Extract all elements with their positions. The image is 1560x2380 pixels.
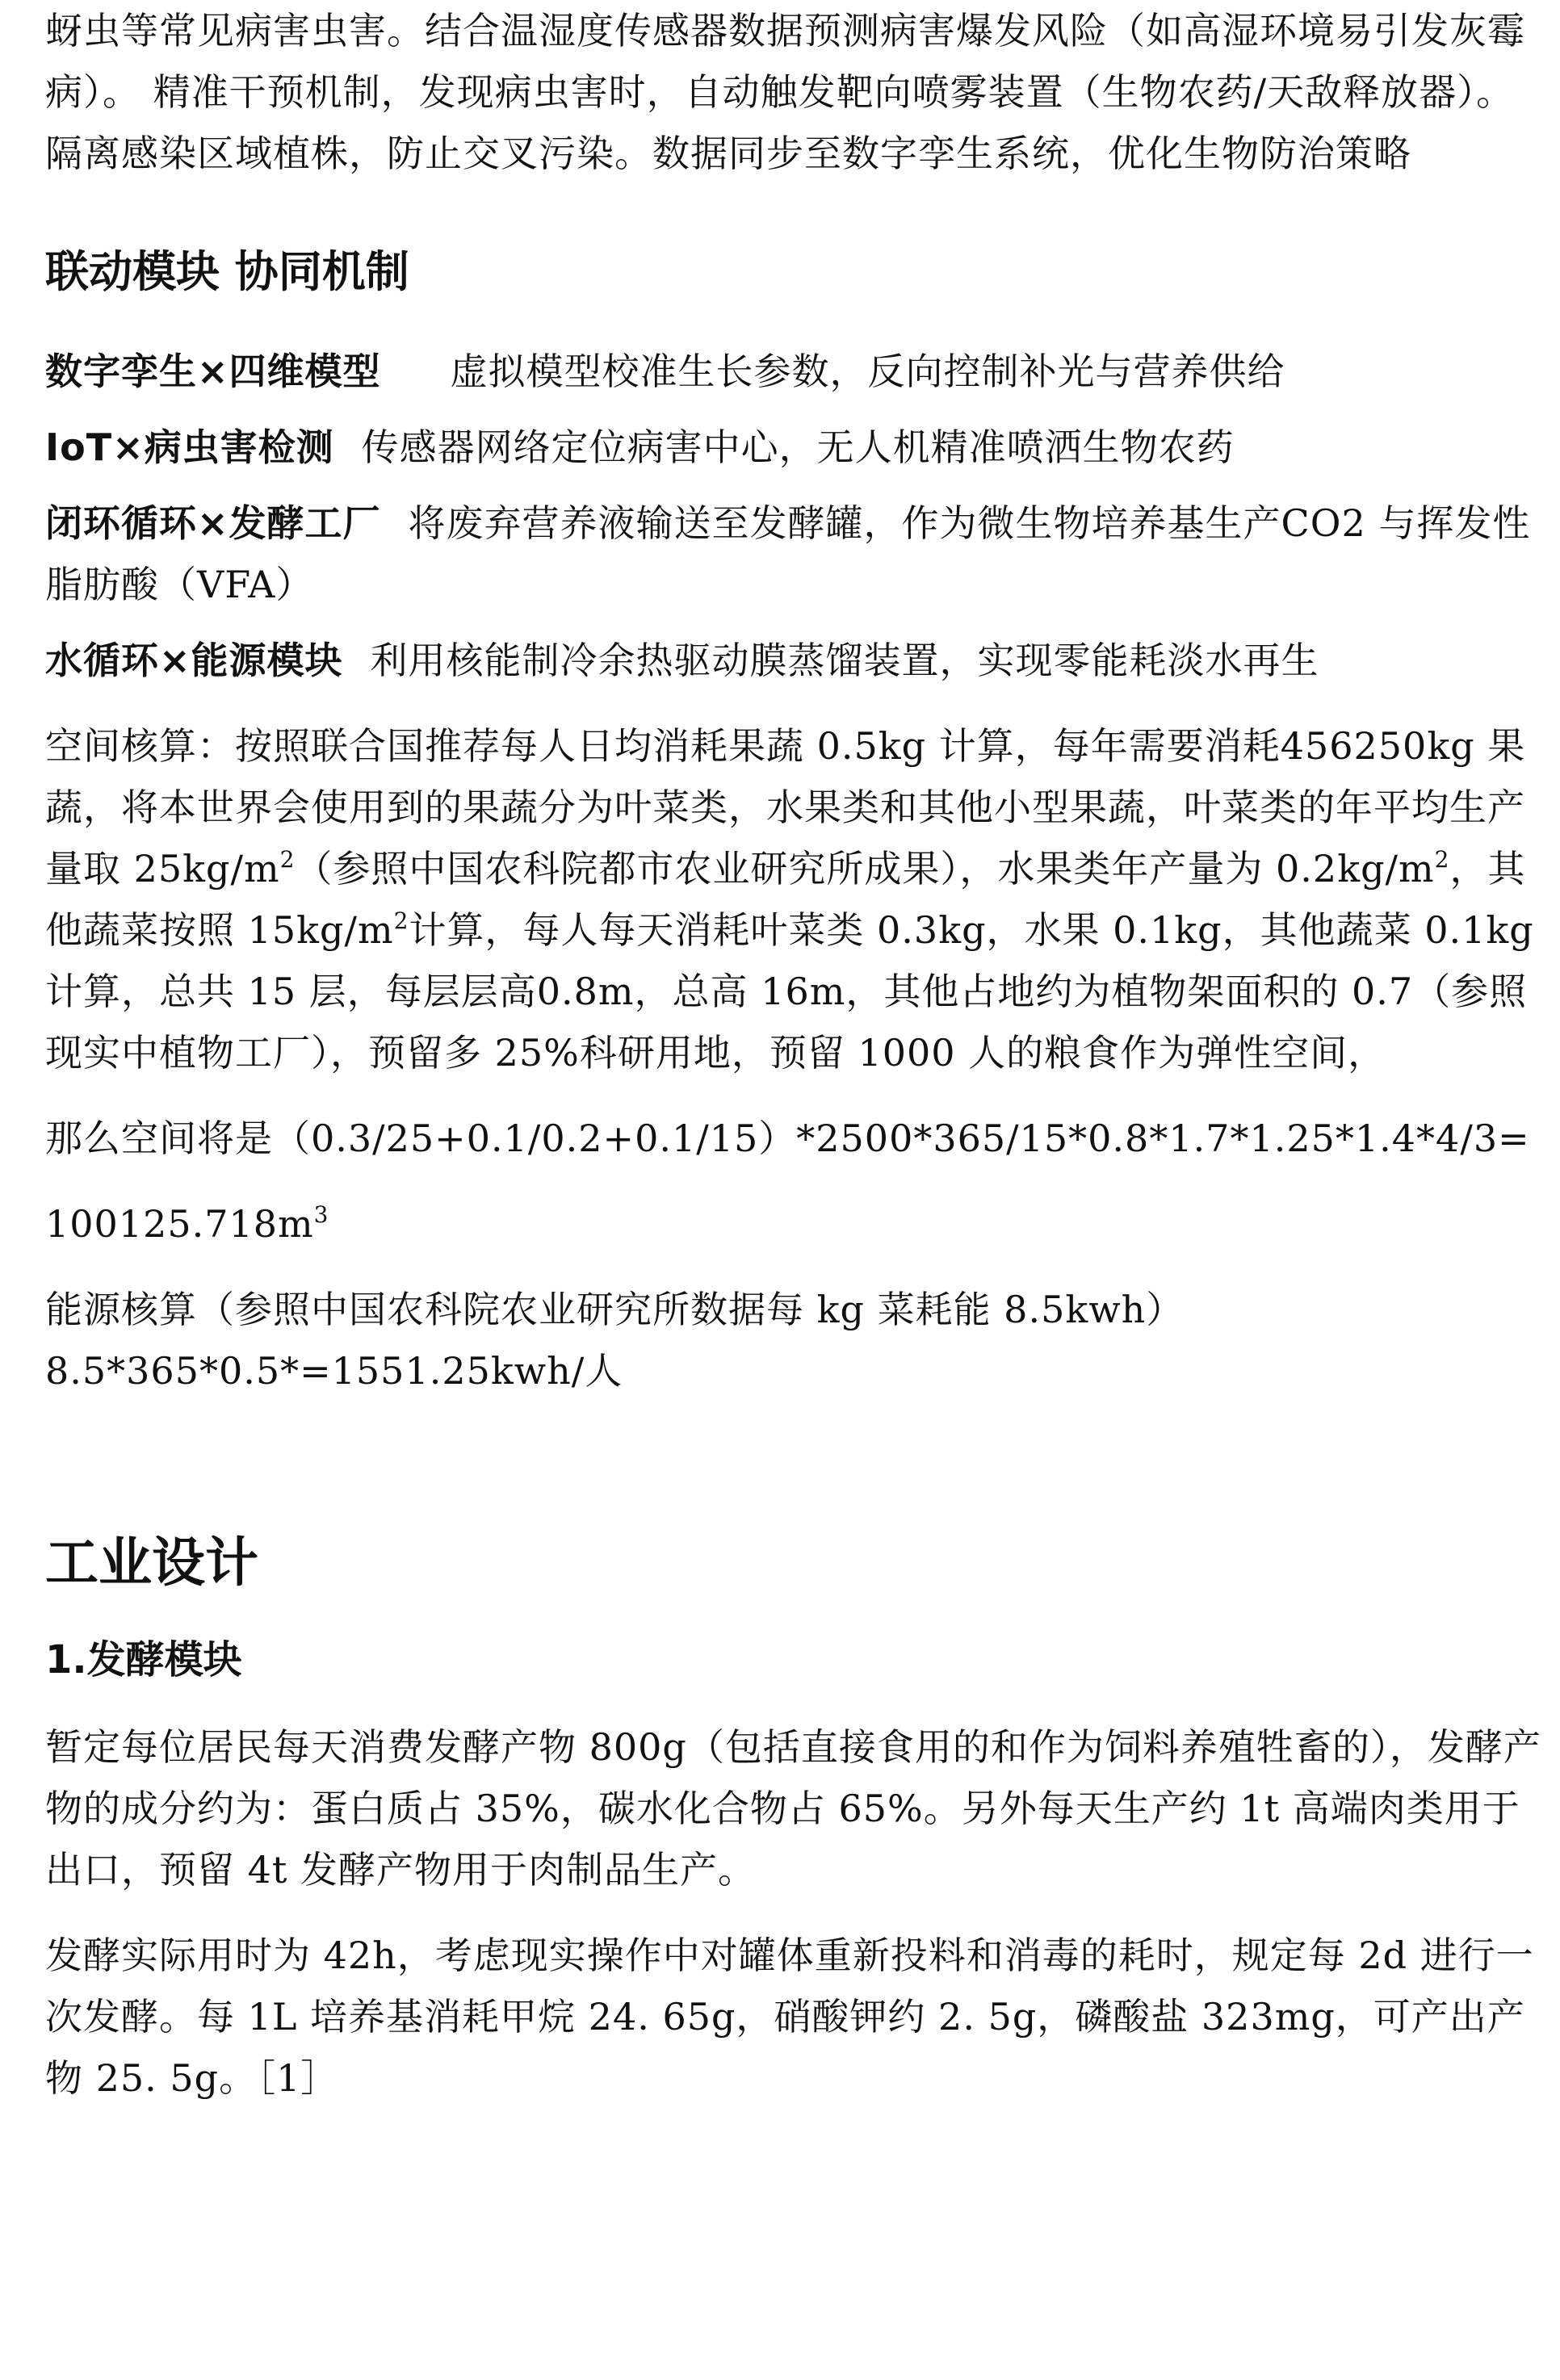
linkage-desc: 传感器网络定位病害中心，无人机精准喷洒生物农药	[361, 425, 1235, 469]
space-formula: 那么空间将是（0.3/25+0.1/0.2+0.1/15）*2500*365/15*0.8*1.7*1.25*1.4*4/3=	[45, 1117, 1530, 1160]
intro-paragraph: 蚜虫等常见病害虫害。结合温湿度传感器数据预测病害爆发风险（如高湿环境易引发灰霉病）。 精准干预机制，发现病虫害时，自动触发靶向喷雾装置（生物农药/天敌释放器）。 隔离感染区域植株，防止交叉污染。数据同步至数字孪生系统，优化生物防治策略	[45, 9, 1525, 175]
space-result: $100125.718m^3$	[45, 1201, 329, 1246]
linkage-row	[45, 492, 1547, 615]
linkage-desc: 利用核能制冷余热驱动膜蒸馏装置，实现零能耗淡水再生	[370, 639, 1319, 682]
linkage-term: 水循环×能源模块	[45, 639, 343, 682]
energy-calculation: 能源核算（参照中国农科院农业研究所数据每 kg 菜耗能 8.5kwh）8.5*365*0.5*=1551.25kwh/人	[45, 1288, 1185, 1393]
linkage-term: 数字孪生×四维模型	[45, 350, 381, 393]
linkage-desc: 虚拟模型校准生长参数，反向控制补光与营养供给	[450, 350, 1285, 393]
document-page	[45, 0, 1547, 2109]
fermentation-paragraph-2: 发酵实际用时为 42h，考虑现实操作中对罐体重新投料和消毒的耗时，规定每 2d 进行一次发酵。每 1L 培养基消耗甲烷 24. 65g，硝酸钾约 2. 5g，磷酸盐 323mg，可产出产物 25. 5g。［1］	[45, 1934, 1534, 2100]
linkage-desc: 将废弃营养液输送至发酵罐，作为微生物培养基生产CO2 与挥发性脂肪酸（VFA）	[45, 501, 1531, 606]
linkage-heading: 联动模块 协同机制	[45, 246, 409, 297]
industrial-design-heading: 工业设计	[45, 1531, 258, 1594]
linkage-list	[45, 341, 1547, 691]
linkage-term: IoT×病虫害检测	[45, 425, 334, 469]
space-calculation-paragraph: 空间核算：按照联合国推荐每人日均消耗果蔬 0.5kg 计算，每年需要消耗456250kg 果蔬，将本世界会使用到的果蔬分为叶菜类，水果类和其他小型果蔬，叶菜类的年平均生产量取 $25kg/m^2$（参照中国农科院都市农业研究所成果），水果类年产量为 $0.2kg/m^2$，其他蔬菜按照 $15kg/m^2$计算，每人每天消耗叶菜类 0.3kg，水果 0.1kg，其他蔬菜 0.1kg 计算，总共 15 层，每层层高0.8m，总高 16m，其他占地约为植物架面积的 0.7（参照现实中植物工厂），预留多 25%科研用地，预留 1000 人的粮食作为弹性空间，	[45, 724, 1534, 1075]
linkage-row	[45, 417, 1547, 478]
fermentation-paragraph-1: 暂定每位居民每天消费发酵产物 800g（包括直接食用的和作为饲料养殖牲畜的），发酵产物的成分约为：蛋白质占 35%，碳水化合物占 65%。另外每天生产约 1t 高端肉类用于出口，预留 4t 发酵产物用于肉制品生产。	[45, 1725, 1541, 1892]
linkage-term: 闭环循环×发酵工厂	[45, 501, 381, 545]
linkage-row	[45, 341, 1547, 402]
fermentation-module-heading: 1.发酵模块	[45, 1637, 242, 1682]
linkage-row	[45, 630, 1547, 691]
